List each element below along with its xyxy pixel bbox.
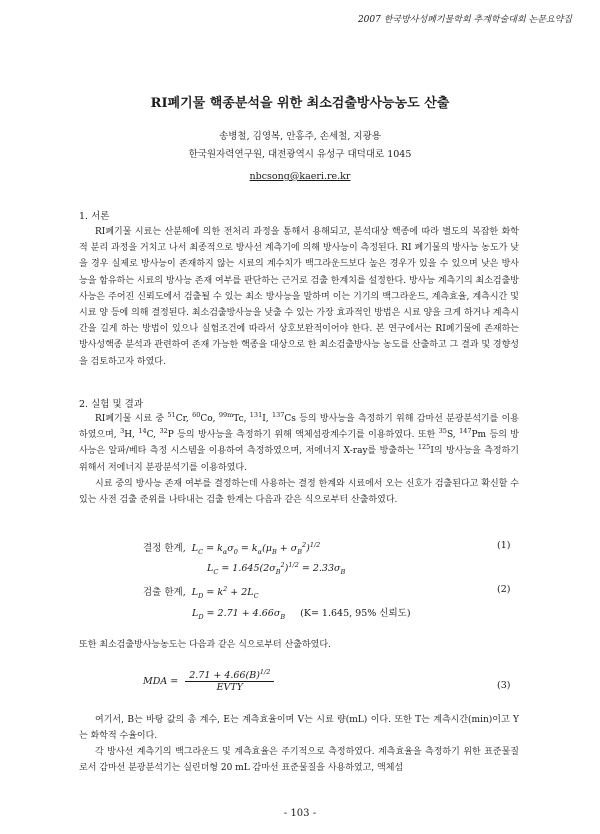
equation-3-lhs: MDA = xyxy=(143,676,179,687)
author-names: 송병철, 김영복, 안홍주, 손세철, 지광용 xyxy=(219,131,381,142)
equation-1b-expr: $L_C = 1.645(2\sigma_B^2)^{1/2} = 2.33\sigma_B$ xyxy=(207,560,346,576)
method-heading: 2. 실험 및 결과 xyxy=(79,399,144,410)
equation-2b-expr: $L_D = 2.71 + 4.66\sigma_B$ xyxy=(192,608,286,621)
equation-3-fraction xyxy=(185,667,274,693)
author-block xyxy=(0,128,600,186)
calibration-paragraph: 각 방사선 계측기의 백그라운드 및 계측효율은 주기적으로 측정하였다. 계측효율을 측정하기 위한 표준물질로서 감마선 분광분석기는 실린더형 20 mL 감마선 표준물질을 사용하였고, 액체섬 xyxy=(79,747,519,774)
author-affiliation: 한국원자력연구원, 대전광역시 유성구 대덕대로 1045 xyxy=(188,149,412,160)
conference-header: 2007 한국방사성폐기물학회 추계학술대회 논문요약집 xyxy=(357,15,572,25)
equation-1-label: 결정 한계, xyxy=(143,543,186,554)
paper-title: RI폐기물 핵종분석을 위한 최소검출방사능농도 산출 xyxy=(150,96,450,111)
equation-2-label: 검출 한계, xyxy=(143,587,186,598)
variables-paragraph: 여기서, B는 바탕 값의 총 계수, E는 계측효율이며 V는 시료 량(mL) 이다. 또한 T는 계측시간(min)이고 Y는 화학적 수율이다. xyxy=(79,715,519,742)
equation-3-numerator: $2.71 + 4.66(B)^{1/2}$ xyxy=(185,670,274,682)
method-paragraph-2: 시료 중의 방사능 존재 여부를 결정하는데 사용하는 결정 한계와 시료에서 오는 신호가 검출된다고 확신할 수 있는 사전 검출 준위를 나타내는 검출 한계는 다음과 같은 식으로부터 산출하였다. xyxy=(79,479,519,506)
equation-2-number: (2) xyxy=(497,584,511,595)
equation-2 xyxy=(143,584,259,598)
page-number: - 103 - xyxy=(283,808,317,819)
equation-2b-note: (K= 1.645, 95% 신뢰도) xyxy=(300,608,411,619)
equation-2-expr: $L_D = k^2 + 2L_C$ xyxy=(188,584,259,600)
equation-1-number: (1) xyxy=(497,540,511,551)
equation-3-denominator: EVTY xyxy=(216,682,243,693)
equation-2b xyxy=(192,605,411,619)
equation-1-expr: $L_C = k_\alpha\sigma_0 = k_\alpha(\mu_B + \sigma_B^2)^{1/2}$ xyxy=(188,540,321,556)
intro-heading: 1. 서론 xyxy=(79,211,110,222)
equation-3-number: (3) xyxy=(497,680,511,691)
method-paragraph-1: RI폐기물 시료 중 $^{51}$Cr, $^{60}$Co, $^{99m}$Tc, $^{131}$I, $^{137}$Cs 등의 방사능을 측정하기 위해 감마선 분광분석기를 이용하였으며, $^3$H, $^{14}$C, $^{32}$P 등의 방사능을 측정하기 위해 액체섬광계수기를 이용하였다. 또한 $^{35}$S, $^{147}$Pm 등의 방사능은 알파/베타 측정 시스템을 이용하여 측정하였으며, 저에너지 X-ray를 방출하는 $^{125}$I의 방사능을 측정하기 위해서 저에너지 분광분석기를 이용하였다. xyxy=(79,411,519,473)
intro-paragraph: RI폐기물 시료는 산분해에 의한 전처리 과정을 통해서 용해되고, 분석대상 핵종에 따라 별도의 복잡한 화학적 분리 과정을 거치고 나서 최종적으로 방사선 계측기에 의해 방사능이 측정된다. RI 폐기물의 방사능 농도가 낮을 경우 실제로 방사능이 존재하지 않는 시료의 계수치가 백그라운드보다 높은 경우가 있을 수 있으며 낮은 방사능을 함유하는 시료의 방사능 존재 여부를 판단하는 근거로 검출 한계치를 설정한다. 방사능 계측기의 최소검출방사능은 주어진 신뢰도에서 검출될 수 있는 최소 방사능을 말하며 이는 기기의 백그라운드, 계측효율, 계측시간 및 시료 양 등에 의해 결정된다. 최소검출방사능을 낮출 수 있는 가장 효과적인 방법은 시료 양을 크게 하거나 계측시간을 길게 하는 방법이 있으나 실험조건에 따라서 상호보완적이어야 한다. 본 연구에서는 RI폐기물에 존재하는 방사성핵종 분석과 관련하여 존재 가능한 핵종을 대상으로 한 최소검출방사능 농도를 산출하고 그 결과 및 경향성을 검토하고자 하였다. xyxy=(79,227,519,367)
author-email: nbcsong@kaeri.re.kr xyxy=(249,171,351,182)
mda-intro: 또한 최소검출방사능농도는 다음과 같은 식으로부터 산출하였다. xyxy=(79,640,331,650)
equation-3 xyxy=(143,667,274,693)
equation-1 xyxy=(143,540,320,554)
